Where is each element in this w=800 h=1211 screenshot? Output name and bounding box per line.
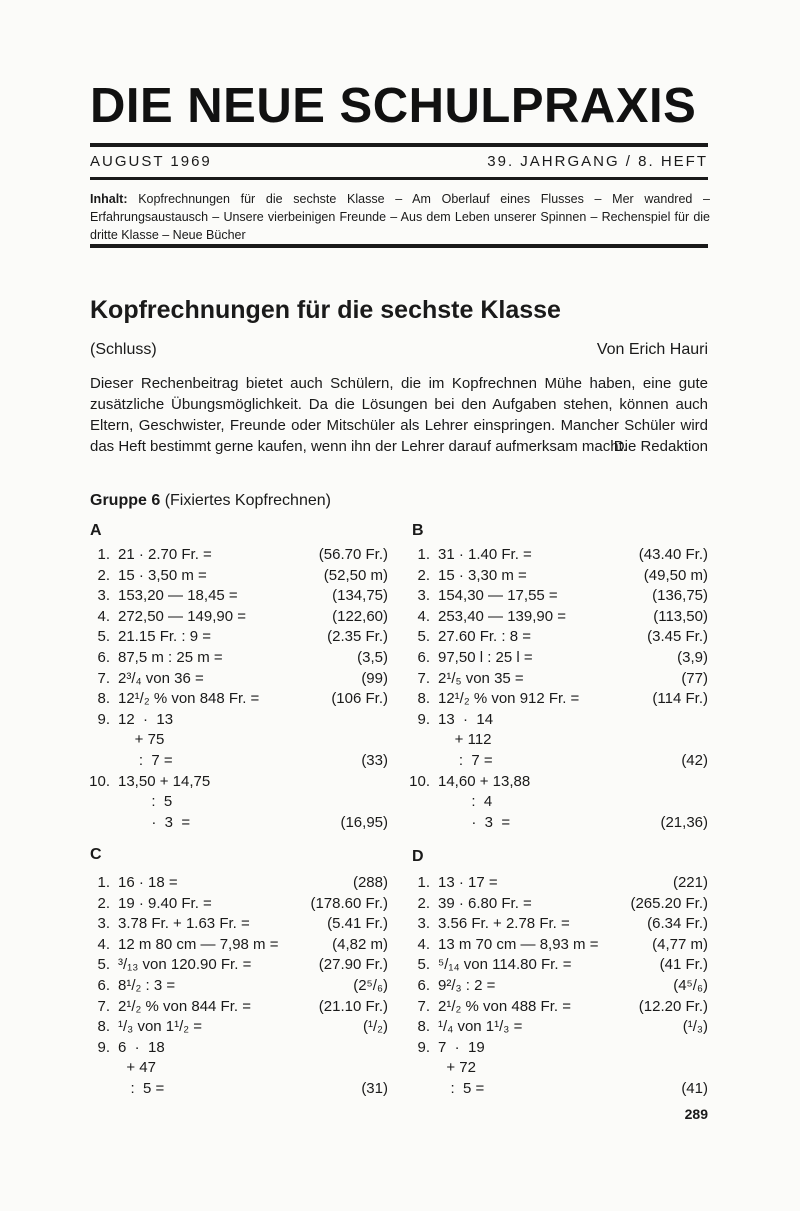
problem-number: 5. bbox=[97, 956, 110, 974]
problem-result: (114 Fr.) bbox=[652, 690, 708, 708]
problem-expression: 13 · 17 = bbox=[438, 874, 498, 891]
problem-row bbox=[408, 771, 708, 792]
problem-row bbox=[88, 1016, 388, 1037]
problem-row bbox=[408, 565, 708, 586]
problem-expression: 2¹/₅ von 35 = bbox=[438, 669, 524, 687]
problem-number: 1. bbox=[417, 546, 430, 563]
masthead-title: DIE NEUE SCHULPRAXIS bbox=[90, 79, 697, 133]
problem-row bbox=[88, 750, 388, 771]
problem-number: 1. bbox=[97, 874, 110, 891]
problem-expression: + 47 bbox=[118, 1059, 156, 1077]
problem-number: 5. bbox=[417, 956, 430, 974]
problem-expression: 12 m 80 cm — 7,98 m = bbox=[118, 935, 279, 953]
problem-result: (106 Fr.) bbox=[331, 690, 388, 708]
problem-expression: 2¹/₂ % von 488 Fr. = bbox=[438, 997, 571, 1015]
problem-row bbox=[408, 606, 708, 627]
problem-expression: 19 · 9.40 Fr. = bbox=[118, 894, 212, 912]
problem-row bbox=[408, 729, 708, 750]
problem-expression: ³/₁₃ von 120.90 Fr. = bbox=[118, 956, 252, 974]
divider bbox=[90, 244, 708, 248]
problem-result: (134,75) bbox=[332, 587, 388, 605]
problem-expression: 3.56 Fr. + 2.78 Fr. = bbox=[438, 915, 570, 933]
problem-expression: : 4 bbox=[438, 793, 493, 811]
problem-row bbox=[408, 668, 708, 689]
problem-row bbox=[408, 913, 708, 934]
problem-row bbox=[88, 1078, 388, 1099]
problem-row bbox=[88, 1037, 388, 1058]
problem-expression: 12 · 13 bbox=[118, 710, 174, 728]
problem-number: 2. bbox=[417, 566, 430, 584]
problem-number: 1. bbox=[97, 546, 110, 563]
problem-row bbox=[408, 934, 708, 955]
page-number: 289 bbox=[684, 1106, 708, 1122]
problem-expression: 13 · 14 bbox=[438, 710, 494, 728]
section-b-heading: B bbox=[412, 522, 424, 539]
section-c-heading: C bbox=[90, 846, 102, 863]
problem-number: 10. bbox=[409, 772, 430, 790]
problem-number: 8. bbox=[417, 690, 430, 708]
problem-expression: 87,5 m : 25 m = bbox=[118, 649, 223, 666]
problem-result: (4,77 m) bbox=[652, 935, 708, 953]
problem-result: (221) bbox=[672, 874, 708, 891]
problem-row bbox=[408, 1078, 708, 1099]
group-heading bbox=[90, 492, 331, 510]
problem-number: 9. bbox=[97, 710, 110, 728]
problem-number: 5. bbox=[417, 628, 430, 646]
problem-expression: + 72 bbox=[438, 1059, 476, 1077]
problem-result: (33) bbox=[361, 752, 388, 769]
problem-row bbox=[408, 1057, 708, 1078]
problem-expression: : 5 bbox=[118, 793, 173, 811]
problem-result: (21.10 Fr.) bbox=[318, 997, 388, 1015]
problem-number: 3. bbox=[417, 587, 430, 605]
problem-result: (6.34 Fr.) bbox=[647, 915, 708, 933]
problem-expression: ¹/₄ von 1¹/₃ = bbox=[438, 1018, 523, 1036]
problem-expression: 15 · 3,50 m = bbox=[118, 566, 207, 584]
problem-row bbox=[408, 1037, 708, 1058]
problem-expression: 8¹/₂ : 3 = bbox=[118, 977, 176, 994]
intro-text: Dieser Rechenbeitrag bietet auch Schülern, die im Kopfrechnen Mühe haben, eine gute zusätzliche Übungsmöglichkeit. Da die Lösungen bei den Aufgaben stehen, können auch Eltern, Geschwister, Freunde oder Mitschüler als Lehrer einspringen. Mancher Schüler wird das Heft bestimmt gerne kaufen, wenn ihn der Lehrer darauf aufmerksam macht. bbox=[90, 375, 708, 455]
problem-row bbox=[408, 688, 708, 709]
problem-number: 3. bbox=[97, 915, 110, 933]
problem-result: (136,75) bbox=[652, 587, 708, 605]
problem-number: 8. bbox=[97, 690, 110, 708]
divider bbox=[90, 143, 708, 147]
problem-row bbox=[408, 709, 708, 730]
issue-volume: 39. JAHRGANG / 8. HEFT bbox=[487, 153, 708, 170]
problem-row bbox=[408, 544, 708, 565]
section-d-heading: D bbox=[412, 848, 424, 865]
problem-number: 8. bbox=[97, 1018, 110, 1036]
problem-row bbox=[88, 647, 388, 668]
problem-result: (265.20 Fr.) bbox=[630, 894, 708, 912]
problem-number: 7. bbox=[97, 669, 110, 687]
problem-expression: 97,50 l : 25 l = bbox=[438, 649, 533, 666]
problem-result: (288) bbox=[352, 874, 388, 891]
problem-number: 7. bbox=[97, 997, 110, 1015]
problem-result: (43.40 Fr.) bbox=[638, 546, 708, 563]
problem-number: 10. bbox=[89, 772, 110, 790]
problem-result: (41) bbox=[681, 1080, 708, 1097]
problem-expression: 3.78 Fr. + 1.63 Fr. = bbox=[118, 915, 250, 933]
problem-number: 4. bbox=[417, 607, 430, 625]
problem-expression: 7 · 19 bbox=[438, 1038, 485, 1056]
divider bbox=[90, 177, 708, 180]
problem-row bbox=[88, 812, 388, 833]
problem-expression: ¹/₃ von 1¹/₂ = bbox=[118, 1018, 203, 1036]
problem-result: (178.60 Fr.) bbox=[310, 894, 388, 912]
problem-result: (5.41 Fr.) bbox=[327, 915, 388, 933]
problem-number: 6. bbox=[417, 977, 430, 994]
problem-expression: · 3 = bbox=[118, 813, 191, 831]
problem-expression: · 3 = bbox=[438, 813, 511, 831]
problem-result: (31) bbox=[361, 1080, 388, 1097]
problem-number: 9. bbox=[417, 710, 430, 728]
article-subtitle: (Schluss) bbox=[90, 341, 157, 358]
problem-result: (49,50 m) bbox=[643, 566, 708, 584]
problem-row bbox=[408, 893, 708, 914]
problem-number: 3. bbox=[417, 915, 430, 933]
problem-result: (56.70 Fr.) bbox=[318, 546, 388, 563]
problem-expression: : 7 = bbox=[438, 752, 493, 769]
problem-row bbox=[88, 954, 388, 975]
problem-number: 6. bbox=[97, 977, 110, 994]
problem-expression: : 5 = bbox=[438, 1080, 485, 1097]
problem-expression: 154,30 — 17,55 = bbox=[438, 587, 558, 605]
problem-row bbox=[88, 626, 388, 647]
problem-number: 9. bbox=[97, 1038, 110, 1056]
problem-number: 4. bbox=[417, 935, 430, 953]
problem-row bbox=[408, 585, 708, 606]
problem-row bbox=[88, 771, 388, 792]
table-of-contents bbox=[90, 190, 710, 244]
problem-expression: ⁵/₁₄ von 114.80 Fr. = bbox=[438, 956, 572, 974]
problem-number: 7. bbox=[417, 669, 430, 687]
problem-expression: 6 · 18 bbox=[118, 1038, 165, 1056]
problem-number: 5. bbox=[97, 628, 110, 646]
contents-text: Kopfrechnungen für die sechste Klasse – Am Oberlauf eines Flusses – Mer wandred – Erfahrungsaustausch – Unsere vierbeinigen Freunde – Aus dem Leben unserer Spinnen – Rechenspiel für die dritte Klasse – Neue Bücher bbox=[90, 192, 710, 242]
problem-row bbox=[408, 872, 708, 893]
contents-label: Inhalt: bbox=[90, 192, 128, 206]
problem-row bbox=[88, 934, 388, 955]
problem-expression: 272,50 — 149,90 = bbox=[118, 607, 247, 625]
problem-result: (52,50 m) bbox=[323, 566, 388, 584]
problem-expression: + 112 bbox=[438, 731, 492, 749]
problem-result: (3.45 Fr.) bbox=[647, 628, 708, 646]
problem-row bbox=[88, 585, 388, 606]
problem-row bbox=[88, 565, 388, 586]
problem-result: (42) bbox=[681, 752, 708, 769]
problem-row bbox=[88, 544, 388, 565]
problem-result: (3,5) bbox=[357, 649, 388, 666]
problem-number: 7. bbox=[417, 997, 430, 1015]
problem-row bbox=[88, 913, 388, 934]
problem-row bbox=[408, 791, 708, 812]
problem-result: (3,9) bbox=[677, 649, 708, 666]
problem-row bbox=[408, 812, 708, 833]
problem-number: 6. bbox=[97, 649, 110, 666]
problem-row bbox=[88, 688, 388, 709]
problem-result: (2⁵/₆) bbox=[353, 977, 388, 994]
problem-result: (16,95) bbox=[340, 813, 388, 831]
problem-number: 4. bbox=[97, 607, 110, 625]
problem-row bbox=[88, 1057, 388, 1078]
problem-expression: 13,50 + 14,75 bbox=[118, 772, 211, 790]
problem-number: 9. bbox=[417, 1038, 430, 1056]
problem-number: 2. bbox=[417, 894, 430, 912]
problem-result: (27.90 Fr.) bbox=[318, 956, 388, 974]
problem-result: (4,82 m) bbox=[332, 935, 388, 953]
problem-row bbox=[408, 626, 708, 647]
problem-number: 3. bbox=[97, 587, 110, 605]
problem-row bbox=[88, 709, 388, 730]
problem-row bbox=[408, 975, 708, 996]
problem-result: (41 Fr.) bbox=[659, 956, 708, 974]
problem-expression: + 75 bbox=[118, 731, 165, 749]
problem-number: 2. bbox=[97, 894, 110, 912]
problem-expression: 27.60 Fr. : 8 = bbox=[438, 628, 531, 646]
article-title: Kopfrechnungen für die sechste Klasse bbox=[90, 296, 561, 324]
section-a-heading: A bbox=[90, 522, 102, 539]
problem-result: (¹/₂) bbox=[363, 1018, 388, 1036]
problem-row bbox=[408, 996, 708, 1017]
problem-expression: 9²/₃ : 2 = bbox=[438, 977, 496, 994]
problem-expression: 39 · 6.80 Fr. = bbox=[438, 894, 532, 912]
problem-result: (¹/₃) bbox=[682, 1018, 708, 1036]
problem-result: (77) bbox=[681, 669, 708, 687]
problem-expression: : 7 = bbox=[118, 752, 173, 769]
problem-row bbox=[88, 668, 388, 689]
problem-number: 2. bbox=[97, 566, 110, 584]
problem-result: (122,60) bbox=[332, 607, 388, 625]
article-author: Von Erich Hauri bbox=[596, 341, 708, 358]
problem-expression: 253,40 — 139,90 = bbox=[438, 607, 567, 625]
problem-result: (113,50) bbox=[653, 607, 708, 625]
problem-row bbox=[88, 893, 388, 914]
problem-expression: : 5 = bbox=[118, 1080, 165, 1097]
problem-expression: 2³/₄ von 36 = bbox=[118, 669, 204, 687]
problem-row bbox=[88, 872, 388, 893]
problem-row bbox=[408, 750, 708, 771]
group-label: Gruppe 6 bbox=[90, 492, 161, 509]
problem-row bbox=[408, 647, 708, 668]
problem-expression: 12¹/₂ % von 848 Fr. = bbox=[118, 690, 260, 708]
problem-row bbox=[88, 975, 388, 996]
problem-expression: 31 · 1.40 Fr. = bbox=[438, 546, 532, 563]
problem-expression: 15 · 3,30 m = bbox=[438, 566, 527, 584]
problem-expression: 21 · 2.70 Fr. = bbox=[118, 546, 212, 563]
problem-expression: 153,20 — 18,45 = bbox=[118, 587, 238, 605]
problem-row bbox=[88, 606, 388, 627]
group-note: (Fixiertes Kopfrechnen) bbox=[164, 492, 331, 509]
problem-row bbox=[88, 996, 388, 1017]
problem-expression: 12¹/₂ % von 912 Fr. = bbox=[438, 690, 580, 708]
problem-result: (2.35 Fr.) bbox=[327, 628, 388, 646]
issue-date: AUGUST 1969 bbox=[90, 153, 212, 170]
article-intro bbox=[90, 373, 708, 457]
problem-expression: 13 m 70 cm — 8,93 m = bbox=[438, 935, 599, 953]
intro-signature: Die Redaktion bbox=[613, 438, 708, 455]
problem-row bbox=[408, 1016, 708, 1037]
problem-result: (99) bbox=[361, 669, 388, 687]
problem-expression: 21.15 Fr. : 9 = bbox=[118, 628, 211, 646]
problem-row bbox=[88, 791, 388, 812]
problem-expression: 2¹/₂ % von 844 Fr. = bbox=[118, 997, 251, 1015]
problem-result: (21,36) bbox=[660, 813, 708, 831]
problem-number: 6. bbox=[417, 649, 430, 666]
problem-result: (12.20 Fr.) bbox=[638, 997, 708, 1015]
problem-number: 8. bbox=[417, 1018, 430, 1036]
problem-result: (4⁵/₆) bbox=[673, 977, 708, 994]
problem-number: 1. bbox=[417, 874, 430, 891]
problem-row bbox=[88, 729, 388, 750]
problem-number: 4. bbox=[97, 935, 110, 953]
problem-expression: 16 · 18 = bbox=[118, 874, 178, 891]
problem-expression: 14,60 + 13,88 bbox=[438, 772, 531, 790]
problem-row bbox=[408, 954, 708, 975]
